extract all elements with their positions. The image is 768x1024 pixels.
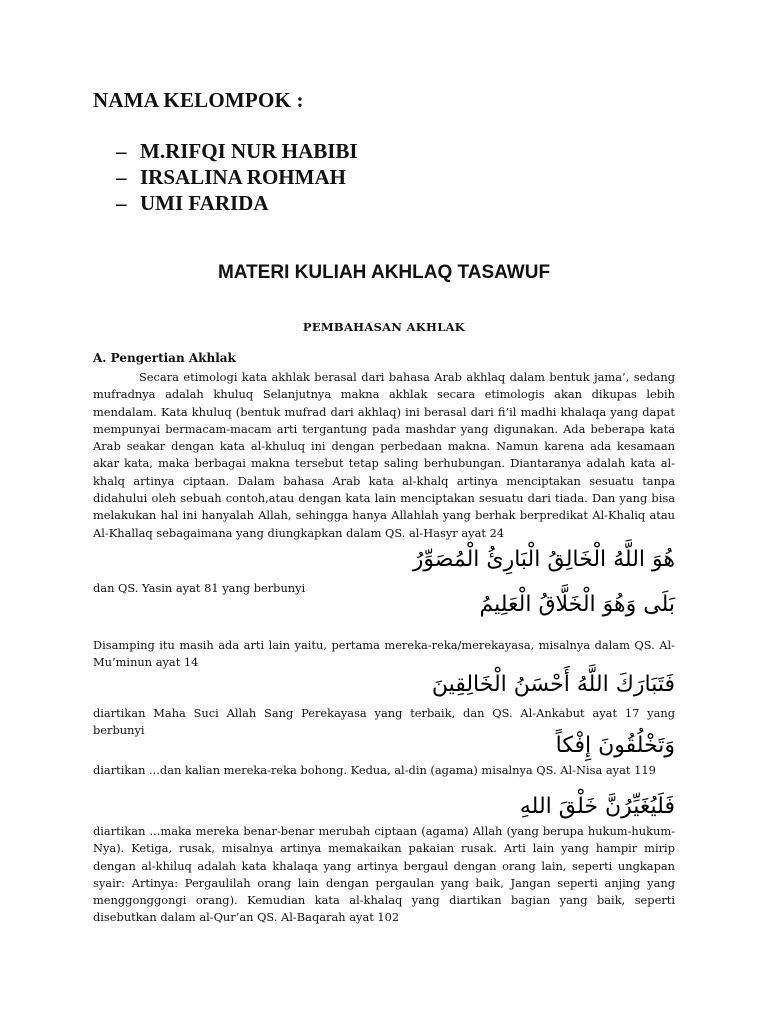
list-item: [116, 138, 358, 164]
list-dash: –: [116, 139, 127, 163]
list-item: [116, 190, 358, 216]
arabic-verse-nisa-119: فَلَيُغَيِّرُنَّ خَلْقَ اللهِ: [519, 794, 675, 819]
list-dash: –: [116, 191, 127, 215]
arabic-verse-ankabut-17: وَتَخْلُقُونَ إِفْكاً: [555, 733, 675, 758]
section-heading: A. Pengertian Akhlak: [93, 351, 236, 365]
arabic-verse-hasyr-24: هُوَ اللَّهُ الْخَالِقُ الْبَارِئُ الْمُصَوِّرُ: [412, 547, 675, 572]
paragraph-6: diartikan ...maka mereka benar-benar merubah ciptaan (agama) Allah (yang berupa hukum-hukum-Nya). Ketiga, rusak, misalnya artinya memakaikan pakaian rusak. Arti lain yang hampir mirip dengan al-khiluq adalah kata khalaqa yang artinya bergaul dengan orang lain, seperti ungkapan syair: Artinya: Pergaulilah orang lain dengan pergaulan yang baik, Jangan seperti anjing yang menggonggongi orang). Kemudian kata al-khalaq yang diartikan bagian yang baik, seperti disebutkan dalam al-Qur’an QS. Al-Baqarah ayat 102: [93, 824, 675, 925]
document-title: MATERI KULIAH AKHLAQ TASAWUF: [217, 262, 551, 283]
paragraph-5: diartikan ...dan kalian mereka-reka bohong. Kedua, al-din (agama) misalnya QS. Al-Nisa ayat 119: [93, 763, 656, 777]
paragraph-4: diartikan Maha Suci Allah Sang Perekayasa yang terbaik, dan QS. Al-Ankabut ayat 17 yang berbunyi: [93, 706, 675, 738]
member-list: [116, 138, 358, 216]
group-label: NAMA KELOMPOK :: [93, 88, 304, 112]
member-name: M.RIFQI NUR HABIBI: [140, 139, 358, 163]
paragraph-3: Disamping itu masih ada arti lain yaitu, pertama mereka-reka/merekayasa, misalnya dalam QS. Al-Mu’minun ayat 14: [93, 638, 675, 670]
member-name: UMI FARIDA: [140, 191, 269, 215]
arabic-verse-muminun-14: فَتَبَارَكَ اللَّهُ أَحْسَنُ الْخَالِقِينَ: [431, 672, 675, 697]
list-dash: –: [116, 165, 127, 189]
paragraph-text: Secara etimologi kata akhlak berasal dari bahasa Arab akhlaq dalam bentuk jama’, sedang mufradnya adalah khuluq Selanjutnya makna akhlak secara etimologis akan dikupas lebih mendalam. Kata khuluq (bentuk mufrad dari akhlaq) ini berasal dari fi’il madhi khalaqa yang dapat mempunyai bermacam-macam arti tergantung pada mashdar yang digunakan. Ada beberapa kata Arab seakar dengan kata al-khuluq ini dengan perbedaan makna. Namun karena ada kesamaan akar kata, maka berbagai makna tersebut tetap saling berhubungan. Diantaranya adalah kata al-khalq artinya ciptaan. Dalam bahasa Arab kata al-khalq artinya menciptakan sesuatu tanpa didahului oleh sebuah contoh,atau dengan kata lain menciptakan sesuatu dari tiada. Dan yang bisa melakukan hal ini hanyalah Allah, sehingga hanya Allahlah yang berhak berpredikat Al-Khaliq atau Al-Khallaq sebagaimana yang diungkapkan dalam QS. al-Hasyr ayat 24: [93, 370, 675, 540]
document-subtitle: PEMBAHASAN AKHLAK: [302, 320, 466, 334]
list-item: [116, 164, 358, 190]
arabic-verse-yasin-81: بَلَى وَهُوَ الْخَلَّاقُ الْعَلِيمُ: [479, 592, 675, 617]
paragraph-1: [93, 369, 675, 542]
member-name: IRSALINA ROHMAH: [140, 165, 346, 189]
paragraph-2: dan QS. Yasin ayat 81 yang berbunyi: [93, 581, 306, 595]
